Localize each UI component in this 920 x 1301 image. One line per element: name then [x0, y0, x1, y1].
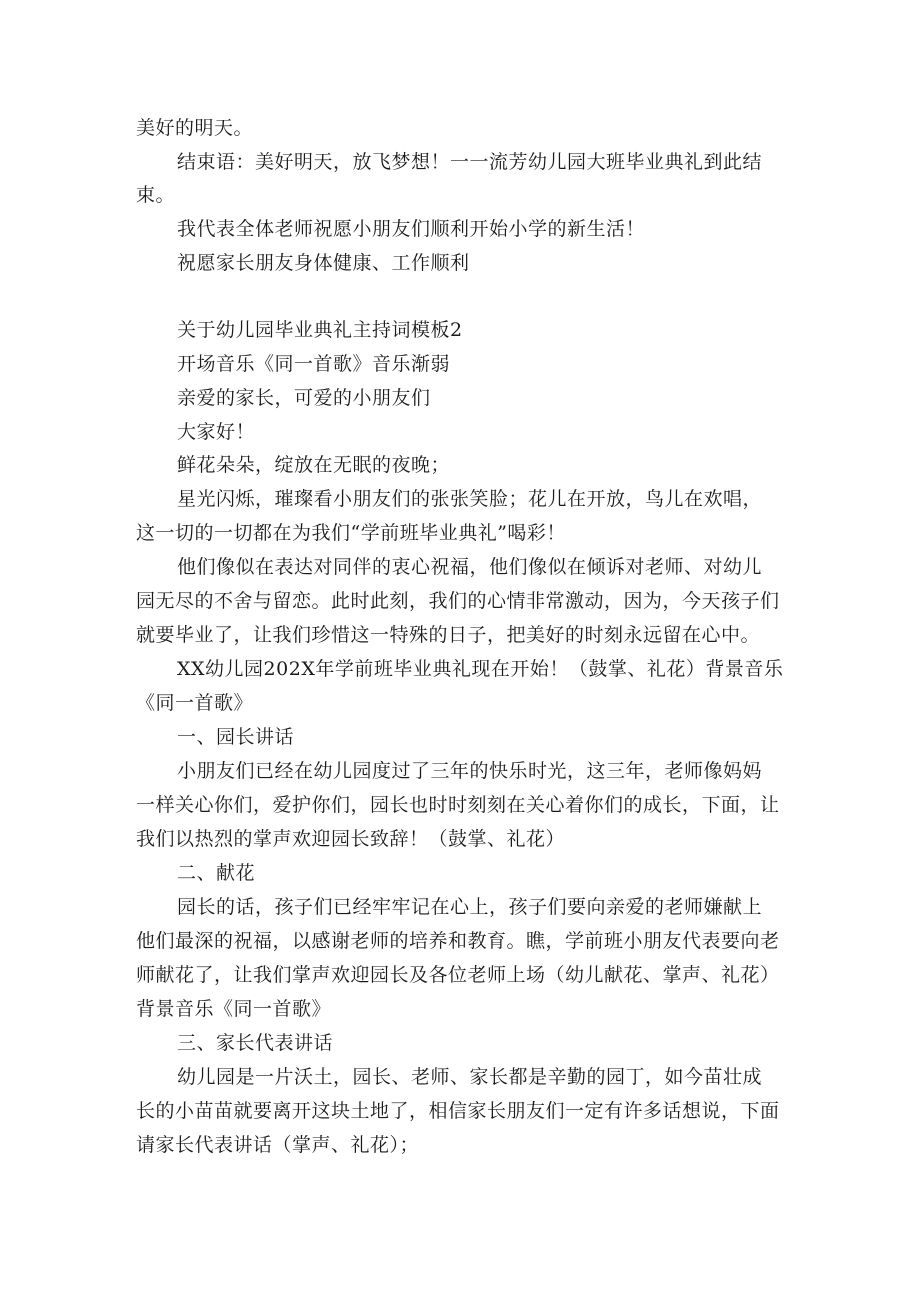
text-line: 背景音乐《同一首歌》: [136, 998, 332, 1020]
text-line: 他们像似在表达对同伴的衷心祝福，他们像似在倾诉对老师、对幼儿: [177, 556, 763, 578]
text-line: 他们最深的祝福，以感谢老师的培养和教育。瞧，学前班小朋友代表要向老: [136, 930, 780, 952]
text-line: 园无尽的不舍与留恋。此时此刻，我们的心情非常激动，因为，今天孩子们: [136, 590, 780, 612]
subsection-heading: 一、园长讲话: [177, 726, 295, 748]
text-line: 美好的明天。: [136, 117, 254, 139]
text-line: 我们以热烈的掌声欢迎园长致辞！（鼓掌、礼花）: [136, 828, 566, 850]
text-line: 就要毕业了，让我们珍惜这一特殊的日子，把美好的时刻永远留在心中。: [136, 624, 761, 646]
text-line: 开场音乐《同一首歌》音乐渐弱: [177, 353, 451, 375]
text-line: 结束语：美好明天，放飞梦想！一一流芳幼儿园大班毕业典礼到此结: [177, 151, 763, 173]
text-line: 束。: [136, 184, 176, 206]
text-line: 星光闪烁，璀璨看小朋友们的张张笑脸；花儿在开放，鸟儿在欢唱，: [177, 488, 763, 510]
subsection-heading: 二、献花: [177, 862, 256, 884]
subsection-heading: 三、家长代表讲话: [177, 1032, 334, 1054]
text-line: 请家长代表讲话（掌声、礼花）；: [136, 1134, 420, 1156]
text-line: 这一切的一切都在为我们“学前班毕业典礼”喝彩！: [136, 522, 566, 544]
text-line: 鲜花朵朵，绽放在无眠的夜晚；: [177, 454, 451, 476]
text-line: 小朋友们已经在幼儿园度过了三年的快乐时光，这三年，老师像妈妈: [177, 760, 763, 782]
text-line: 园长的话，孩子们已经牢牢记在心上，孩子们要向亲爱的老师嫌献上: [177, 896, 763, 918]
text-line: 大家好！: [177, 421, 256, 443]
section-heading: 关于幼儿园毕业典礼主持词模板2: [177, 319, 463, 341]
text-line: 长的小苗苗就要离开这块土地了，相信家长朋友们一定有许多话想说，下面: [136, 1100, 780, 1122]
text-line: 亲爱的家长，可爱的小朋友们: [177, 387, 431, 409]
text-line: 《同一首歌》: [136, 692, 254, 714]
text-line: XX幼儿园202X年学前班毕业典礼现在开始！（鼓掌、礼花）背景音乐: [177, 658, 784, 680]
text-line: 幼儿园是一片沃土，园长、老师、家长都是辛勤的园丁，如今苗壮成: [177, 1066, 763, 1088]
text-line: 师献花了，让我们掌声欢迎园长及各位老师上场（幼儿献花、掌声、礼花）: [136, 964, 780, 986]
text-line: 祝愿家长朋友身体健康、工作顺利: [177, 252, 470, 274]
text-line: 一样关心你们，爱护你们，园长也时时刻刻在关心着你们的成长，下面，让: [136, 794, 780, 816]
text-line: 我代表全体老师祝愿小朋友们顺利开始小学的新生活！: [177, 218, 646, 240]
